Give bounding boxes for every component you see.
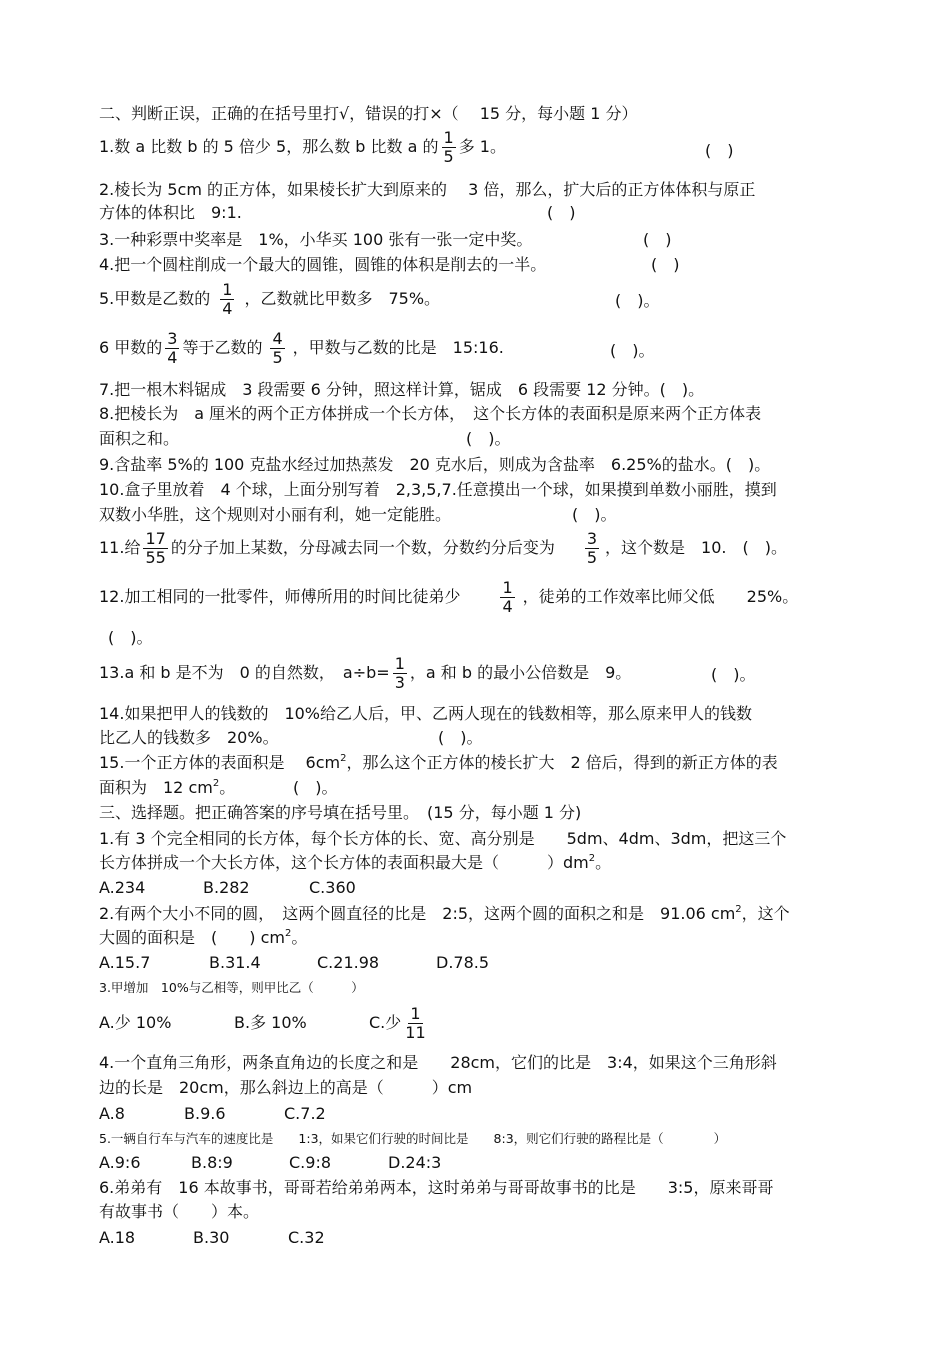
question-2-14-line1: 14.如果把甲人的钱数的 10%给乙人后，甲、乙两人现在的钱数相等，那么原来甲人的钱数 <box>99 704 753 723</box>
option-c[interactable]: C.21.98 <box>317 953 380 972</box>
option-b[interactable]: B.8:9 <box>191 1153 233 1172</box>
question-3-2-options <box>99 953 489 973</box>
fraction: $\frac{1}{3}$ <box>394 654 405 692</box>
question-2-10-line2: 双数小华胜，这个规则对小丽有利，她一定能胜。 <box>99 505 452 524</box>
fraction: $\frac{1}{4}$ <box>222 280 233 318</box>
answer-bracket[interactable]: ( )。 <box>108 628 153 647</box>
question-3-5-options <box>99 1153 441 1173</box>
question-2-10-line1: 10.盒子里放着 4 个球，上面分别写着 2,3,5,7.任意摸出一个球，如果摸到单数小丽胜，摸到 <box>99 480 777 499</box>
option-c[interactable]: C.7.2 <box>284 1104 326 1123</box>
question-3-2-line1: 2.有两个大小不同的圆， 这两个圆直径的比是 2:5，这两个圆的面积之和是 91.06 $cm^2$，这个 <box>99 904 790 923</box>
answer-bracket[interactable]: ( ) <box>643 230 672 249</box>
question-2-8-line2: 面积之和。 <box>99 429 180 448</box>
answer-bracket[interactable]: ( )。 <box>293 778 338 797</box>
fraction: $\frac{3}{4}$ <box>167 329 178 367</box>
option-a[interactable]: A.9:6 <box>99 1153 141 1172</box>
fraction: $\frac{1}{5}$ <box>443 128 454 166</box>
question-2-11: 11.给 $\frac{17}{55}$ 的分子加上某数，分母减去同一个数，分数约分后变为 $\frac{3}{5}$ ，这个数是 10. ( )。 <box>99 529 787 567</box>
answer-bracket[interactable]: ( )。 <box>466 429 511 448</box>
option-a[interactable]: A.8 <box>99 1104 125 1123</box>
question-3-2-line2: 大圆的面积是 ( ) $cm^2$。 <box>99 928 308 947</box>
option-d[interactable]: D.78.5 <box>436 953 490 972</box>
question-2-7: 7.把一根木料锯成 3 段需要 6 分钟，照这样计算，锯成 6 段需要 12 分钟。( )。 <box>99 380 705 399</box>
question-3-1-line2: 长方体拼成一个大长方体，这个长方体的表面积最大是（ ）$dm^2$。 <box>99 853 612 872</box>
option-b[interactable]: B.282 <box>203 878 250 897</box>
option-a[interactable]: A.234 <box>99 878 146 897</box>
question-3-6-line1: 6.弟弟有 16 本故事书，哥哥若给弟弟两本，这时弟弟与哥哥故事书的比是 3:5，原来哥哥 <box>99 1178 774 1197</box>
answer-bracket[interactable]: ( )。 <box>711 665 756 684</box>
fraction: $\frac{17}{55}$ <box>145 529 166 567</box>
question-2-2-line1: 2.棱长为 5cm 的正方体，如果棱长扩大到原来的 3 倍，那么，扩大后的正方体体积与原正 <box>99 180 756 199</box>
question-2-15-line2: 面积为 12 $cm^2$。 <box>99 778 236 797</box>
question-2-14-line2: 比乙人的钱数多 20%。 <box>99 728 279 747</box>
option-c[interactable]: C.360 <box>309 878 356 897</box>
question-2-4: 4.把一个圆柱削成一个最大的圆锥，圆锥的体积是削去的一半。 <box>99 255 547 274</box>
option-c[interactable]: C.少 $\frac{1}{11}$ <box>369 1004 426 1042</box>
option-a[interactable]: A.少 10% <box>99 1013 172 1032</box>
section-3-heading: 三、选择题。把正确答案的序号填在括号里。 (15 分，每小题 1 分) <box>99 803 582 822</box>
option-a[interactable]: A.15.7 <box>99 953 151 972</box>
question-2-12: 12.加工相同的一批零件，师傅所用的时间比徒弟少 $\frac{1}{4}$ ，徒弟的工作效率比师父低 25%。 <box>99 578 799 616</box>
option-c[interactable]: C.32 <box>288 1228 325 1247</box>
question-3-3-options <box>99 1005 431 1042</box>
option-d[interactable]: D.24:3 <box>388 1153 442 1172</box>
answer-bracket[interactable]: ( )。 <box>438 728 483 747</box>
question-2-6: 6 甲数的 $\frac{3}{4}$ 等于乙数的 $\frac{4}{5}$ ，甲数与乙数的比是 15:16. <box>99 329 504 367</box>
question-2-15-line1: 15.一个正方体的表面积是 $6cm^2$，那么这个正方体的棱长扩大 2 倍后，得到的新正方体的表 <box>99 753 778 772</box>
question-3-4-line2: 边的长是 20cm，那么斜边上的高是（ ）cm <box>99 1078 473 1097</box>
answer-bracket[interactable]: ( )。 <box>610 341 655 360</box>
option-c[interactable]: C.9:8 <box>289 1153 332 1172</box>
fraction: $\frac{1}{11}$ <box>405 1004 426 1042</box>
answer-bracket[interactable]: ( ) <box>651 255 680 274</box>
question-2-8-line1: 8.把棱长为 a 厘米的两个正方体拼成一个长方体， 这个长方体的表面积是原来两个正方体表 <box>99 404 762 423</box>
question-2-1: 1.数 a 比数 b 的 5 倍少 5，那么数 b 比数 a 的 $\frac{1}{5}$ 多 1。 <box>99 128 506 166</box>
question-2-2-line2: 方体的体积比 9:1. <box>99 203 242 222</box>
fraction: $\frac{1}{4}$ <box>502 578 513 616</box>
answer-bracket[interactable]: ( )。 <box>615 291 660 310</box>
option-b[interactable]: B.31.4 <box>209 953 261 972</box>
fraction: $\frac{4}{5}$ <box>272 329 283 367</box>
question-2-9: 9.含盐率 5%的 100 克盐水经过加热蒸发 20 克水后，则成为含盐率 6.25%的盐水。( )。 <box>99 455 771 474</box>
question-3-6-options <box>99 1228 325 1248</box>
question-3-1-options <box>99 878 356 898</box>
question-3-5: 5.一辆自行车与汽车的速度比是 1:3，如果它们行驶的时间比是 8:3，则它们行驶的路程比是（ ） <box>99 1131 727 1146</box>
fraction: $\frac{3}{5}$ <box>586 529 598 567</box>
option-a[interactable]: A.18 <box>99 1228 136 1247</box>
question-2-3: 3.一种彩票中奖率是 1%，小华买 100 张有一张一定中奖。 <box>99 230 533 249</box>
answer-bracket[interactable]: ( ) <box>547 203 576 222</box>
question-3-3: 3.甲增加 10%与乙相等，则甲比乙（ ） <box>99 980 364 995</box>
option-b[interactable]: B.30 <box>193 1228 230 1247</box>
question-3-4-options <box>99 1104 326 1124</box>
question-2-5: 5.甲数是乙数的 $\frac{1}{4}$ ，乙数就比甲数多 75%。 <box>99 280 441 318</box>
question-3-1-line1: 1.有 3 个完全相同的长方体，每个长方体的长、宽、高分别是 5dm、4dm、3dm，把这三个 <box>99 829 787 848</box>
answer-bracket[interactable]: ( ) <box>705 141 734 160</box>
question-3-4-line1: 4.一个直角三角形，两条直角边的长度之和是 28cm，它们的比是 3:4，如果这个三角形斜 <box>99 1053 777 1072</box>
question-3-6-line2: 有故事书（ ）本。 <box>99 1202 260 1221</box>
option-b[interactable]: B.多 10% <box>234 1013 307 1032</box>
answer-bracket[interactable]: ( )。 <box>572 505 617 524</box>
question-2-13: 13.a 和 b 是不为 0 的自然数， a÷b= $\frac{1}{3}$ ，a 和 b 的最小公倍数是 9。 <box>99 654 632 692</box>
section-2-heading: 二、判断正误，正确的在括号里打√，错误的打×（ 15 分，每小题 1 分） <box>99 104 638 123</box>
option-b[interactable]: B.9.6 <box>184 1104 226 1123</box>
